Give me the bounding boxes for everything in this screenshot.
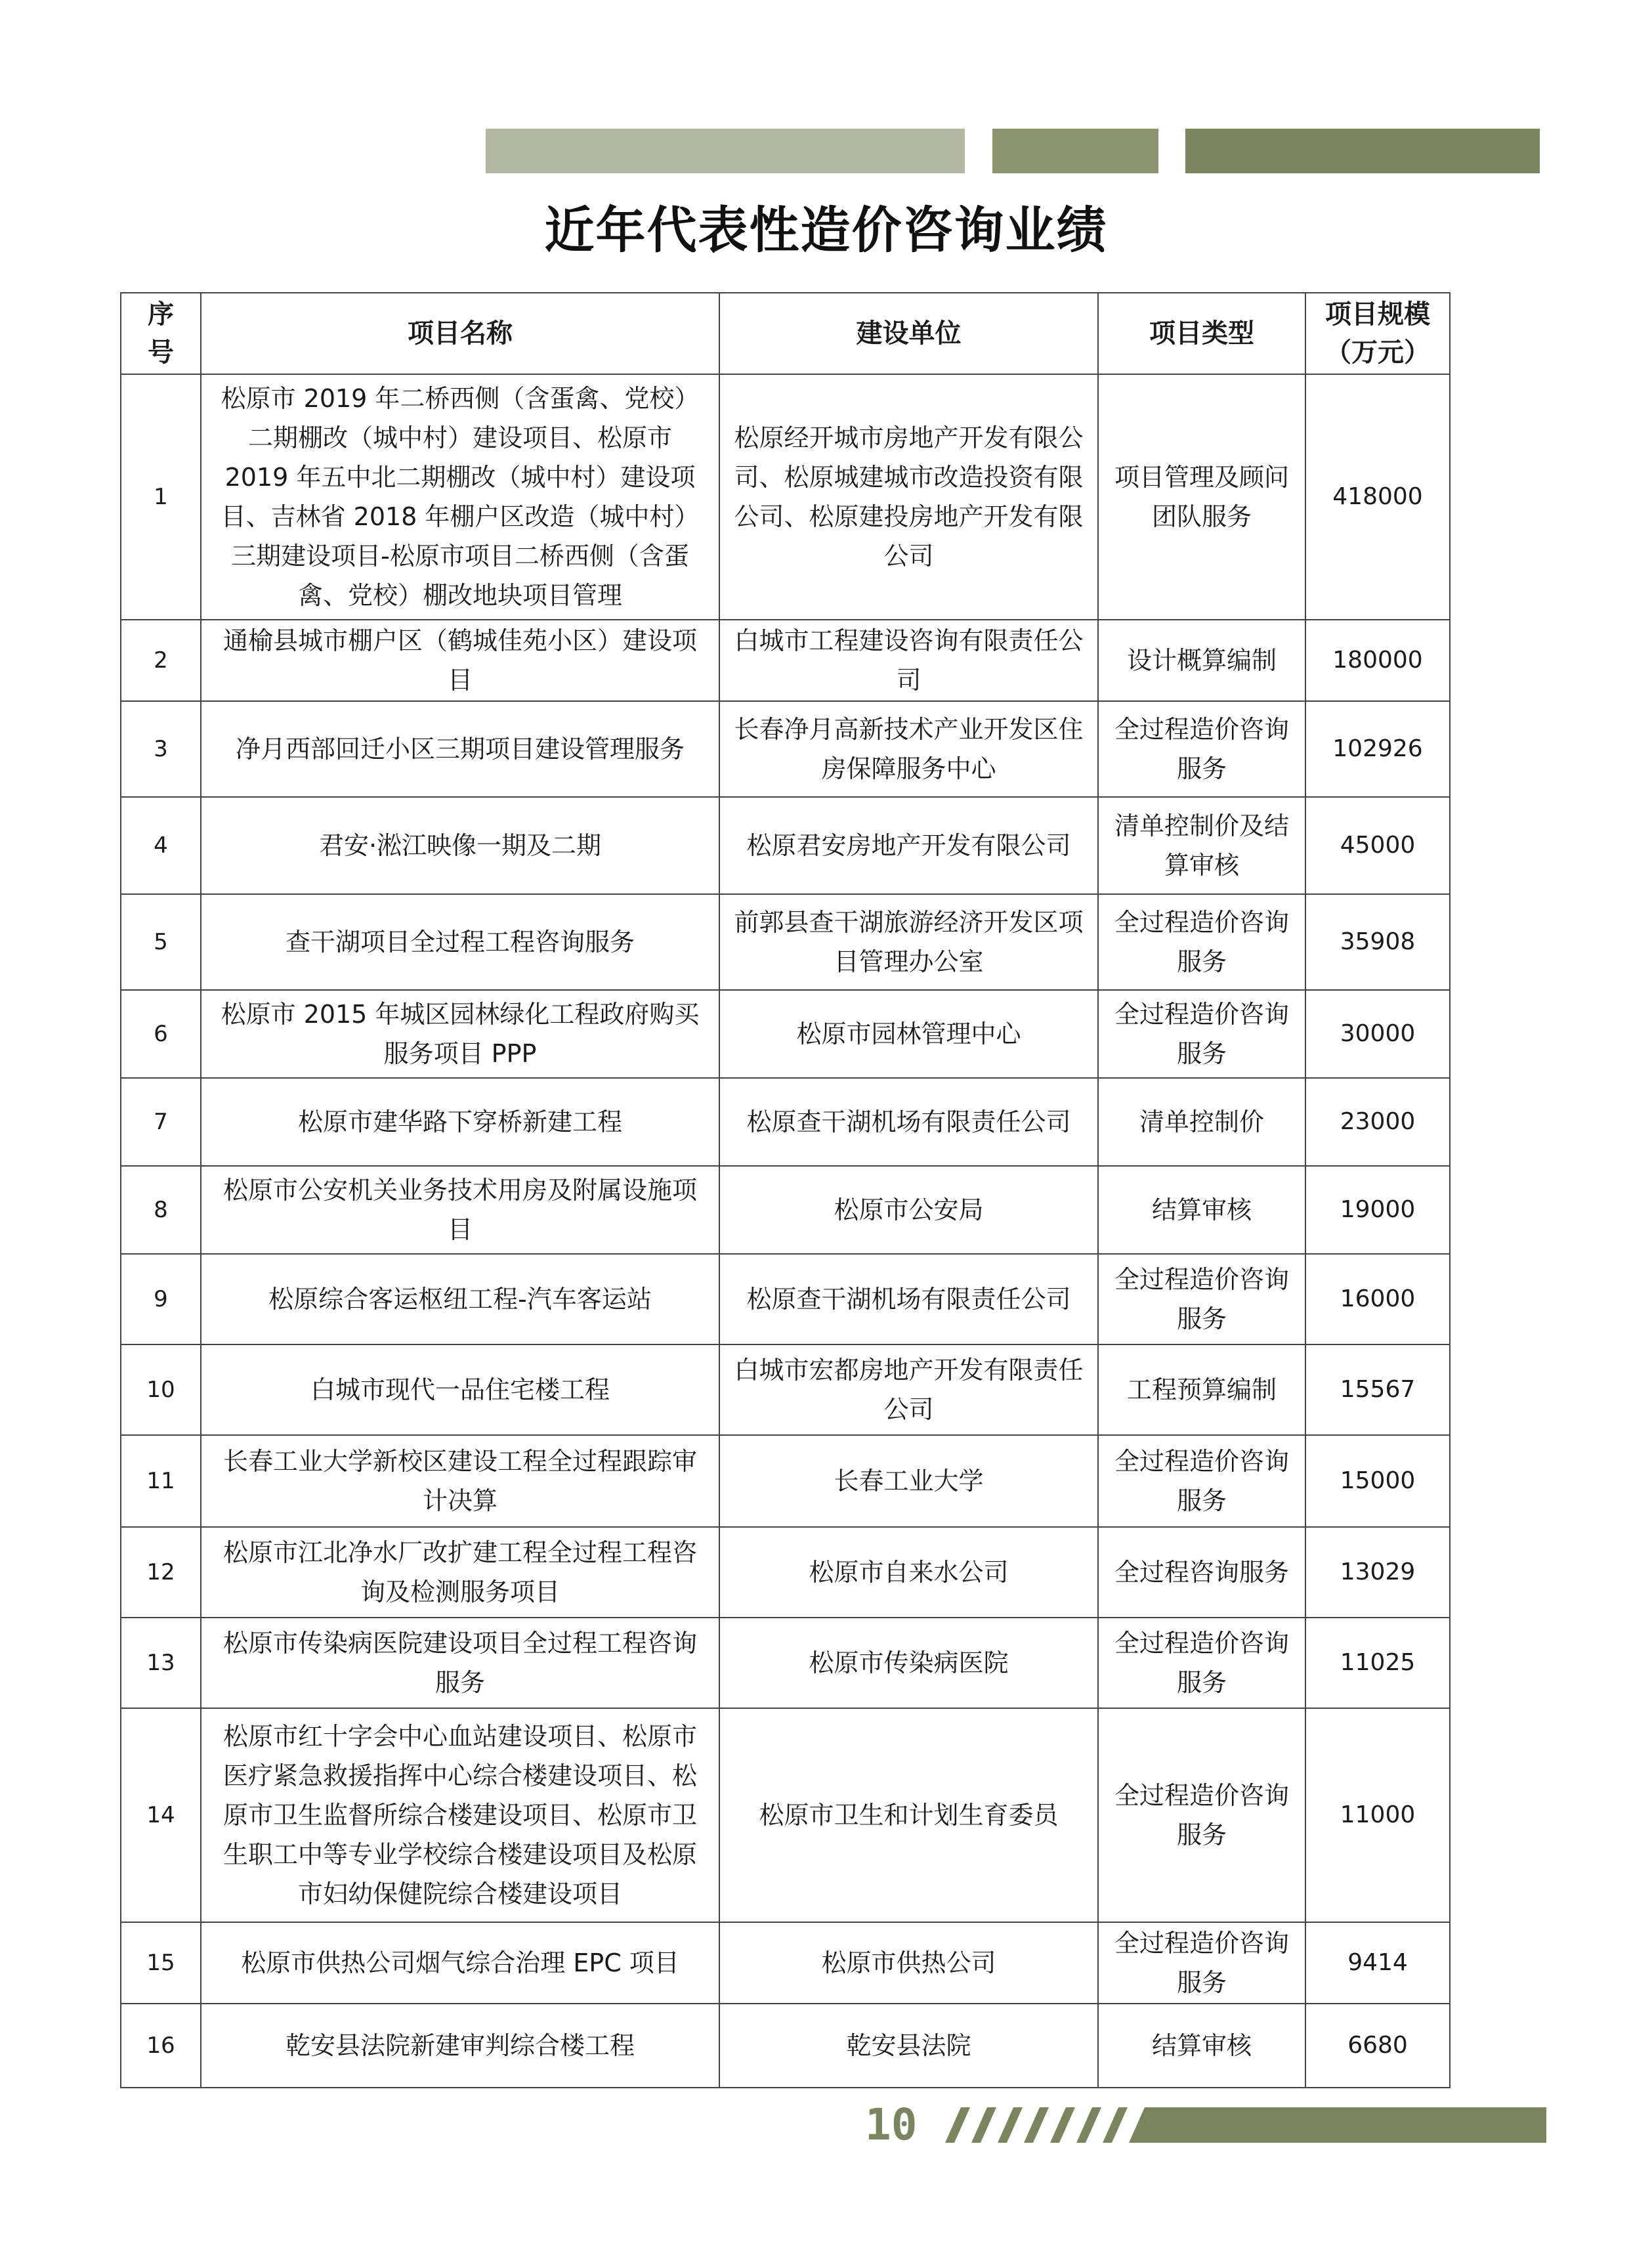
- cell-seq: 15: [121, 1922, 201, 2004]
- table-row: [121, 1254, 1450, 1344]
- cell-project-scale: 9414: [1305, 1922, 1450, 2004]
- cell-seq: 14: [121, 1708, 201, 1922]
- cell-seq: 6: [121, 990, 201, 1078]
- table-row: [121, 374, 1450, 620]
- cell-project-scale: 13029: [1305, 1527, 1450, 1618]
- table-row: [121, 990, 1450, 1078]
- cell-seq: 5: [121, 894, 201, 990]
- cell-project-name: 松原市建华路下穿桥新建工程: [201, 1078, 719, 1166]
- cell-project-scale: 180000: [1305, 620, 1450, 701]
- table-row: [121, 1527, 1450, 1618]
- footer-stripes-decoration: [932, 2107, 1546, 2143]
- cell-construction-unit: 长春净月高新技术产业开发区住房保障服务中心: [719, 701, 1098, 797]
- projects-table: [120, 292, 1451, 2088]
- table-row: [121, 1708, 1450, 1922]
- cell-construction-unit: 松原查干湖机场有限责任公司: [719, 1078, 1098, 1166]
- header-seq: 序号: [121, 293, 201, 374]
- header-unit: 建设单位: [719, 293, 1098, 374]
- table-row: [121, 701, 1450, 797]
- cell-seq: 9: [121, 1254, 201, 1344]
- cell-project-name: 君安·淞江映像一期及二期: [201, 797, 719, 894]
- projects-table-wrapper: [120, 292, 1449, 2088]
- cell-seq: 4: [121, 797, 201, 894]
- cell-construction-unit: 松原市园林管理中心: [719, 990, 1098, 1078]
- cell-project-type: 全过程造价咨询服务: [1098, 1708, 1305, 1922]
- cell-seq: 1: [121, 374, 201, 620]
- cell-seq: 13: [121, 1618, 201, 1708]
- cell-project-scale: 15567: [1305, 1344, 1450, 1435]
- table-header-row: [121, 293, 1450, 374]
- cell-project-scale: 418000: [1305, 374, 1450, 620]
- cell-project-name: 长春工业大学新校区建设工程全过程跟踪审计决算: [201, 1435, 719, 1527]
- table-row: [121, 620, 1450, 701]
- cell-project-scale: 102926: [1305, 701, 1450, 797]
- cell-project-scale: 23000: [1305, 1078, 1450, 1166]
- cell-project-scale: 11000: [1305, 1708, 1450, 1922]
- cell-project-name: 松原市传染病医院建设项目全过程工程咨询服务: [201, 1618, 719, 1708]
- cell-project-type: 全过程造价咨询服务: [1098, 1435, 1305, 1527]
- cell-construction-unit: 松原市公安局: [719, 1166, 1098, 1254]
- cell-construction-unit: 乾安县法院: [719, 2004, 1098, 2088]
- table-row: [121, 894, 1450, 990]
- cell-project-name: 松原市公安机关业务技术用房及附属设施项目: [201, 1166, 719, 1254]
- cell-project-name: 松原市供热公司烟气综合治理 EPC 项目: [201, 1922, 719, 2004]
- cell-seq: 8: [121, 1166, 201, 1254]
- cell-project-name: 松原市 2015 年城区园林绿化工程政府购买服务项目 PPP: [201, 990, 719, 1078]
- header-bar-medium: [992, 129, 1158, 173]
- table-row: [121, 1922, 1450, 2004]
- header-bar-dark: [1185, 129, 1540, 173]
- cell-project-name: 松原市红十字会中心血站建设项目、松原市医疗紧急救援指挥中心综合楼建设项目、松原市卫生监督所综合楼建设项目、松原市卫生职工中等专业学校综合楼建设项目及松原市妇幼保健院综合楼建设项目: [201, 1708, 719, 1922]
- table-row: [121, 1435, 1450, 1527]
- cell-project-scale: 45000: [1305, 797, 1450, 894]
- cell-project-scale: 19000: [1305, 1166, 1450, 1254]
- cell-seq: 16: [121, 2004, 201, 2088]
- cell-construction-unit: 松原市供热公司: [719, 1922, 1098, 2004]
- cell-seq: 10: [121, 1344, 201, 1435]
- cell-project-scale: 35908: [1305, 894, 1450, 990]
- cell-project-name: 松原综合客运枢纽工程-汽车客运站: [201, 1254, 719, 1344]
- cell-project-type: 全过程咨询服务: [1098, 1527, 1305, 1618]
- cell-project-type: 清单控制价及结算审核: [1098, 797, 1305, 894]
- cell-construction-unit: 松原查干湖机场有限责任公司: [719, 1254, 1098, 1344]
- cell-seq: 7: [121, 1078, 201, 1166]
- header-name: 项目名称: [201, 293, 719, 374]
- cell-project-scale: 6680: [1305, 2004, 1450, 2088]
- cell-project-scale: 11025: [1305, 1618, 1450, 1708]
- table-row: [121, 2004, 1450, 2088]
- page-number: 10: [865, 2099, 918, 2150]
- cell-project-name: 松原市江北净水厂改扩建工程全过程工程咨询及检测服务项目: [201, 1527, 719, 1618]
- cell-project-type: 全过程造价咨询服务: [1098, 701, 1305, 797]
- header-scale: 项目规模（万元）: [1305, 293, 1450, 374]
- cell-seq: 3: [121, 701, 201, 797]
- cell-project-name: 查干湖项目全过程工程咨询服务: [201, 894, 719, 990]
- cell-construction-unit: 松原经开城市房地产开发有限公司、松原城建城市改造投资有限公司、松原建投房地产开发有限公司: [719, 374, 1098, 620]
- table-row: [121, 797, 1450, 894]
- cell-seq: 11: [121, 1435, 201, 1527]
- cell-project-type: 结算审核: [1098, 2004, 1305, 2088]
- cell-project-scale: 30000: [1305, 990, 1450, 1078]
- cell-construction-unit: 白城市宏都房地产开发有限责任公司: [719, 1344, 1098, 1435]
- cell-construction-unit: 白城市工程建设咨询有限责任公司: [719, 620, 1098, 701]
- table-row: [121, 1166, 1450, 1254]
- cell-seq: 2: [121, 620, 201, 701]
- cell-project-type: 设计概算编制: [1098, 620, 1305, 701]
- cell-construction-unit: 松原市传染病医院: [719, 1618, 1098, 1708]
- cell-project-name: 松原市 2019 年二桥西侧（含蛋禽、党校）二期棚改（城中村）建设项目、松原市 2019 年五中北二期棚改（城中村）建设项目、吉林省 2018 年棚户区改造（城中村）三期建设项目-松原市项目二桥西侧（含蛋禽、党校）棚改地块项目管理: [201, 374, 719, 620]
- cell-project-name: 净月西部回迁小区三期项目建设管理服务: [201, 701, 719, 797]
- table-row: [121, 1078, 1450, 1166]
- header-type: 项目类型: [1098, 293, 1305, 374]
- cell-project-scale: 15000: [1305, 1435, 1450, 1527]
- cell-project-name: 白城市现代一品住宅楼工程: [201, 1344, 719, 1435]
- cell-project-type: 项目管理及顾问团队服务: [1098, 374, 1305, 620]
- cell-construction-unit: 松原君安房地产开发有限公司: [719, 797, 1098, 894]
- table-row: [121, 1618, 1450, 1708]
- cell-project-name: 通榆县城市棚户区（鹤城佳苑小区）建设项目: [201, 620, 719, 701]
- cell-seq: 12: [121, 1527, 201, 1618]
- cell-project-type: 全过程造价咨询服务: [1098, 1922, 1305, 2004]
- cell-construction-unit: 松原市卫生和计划生育委员: [719, 1708, 1098, 1922]
- cell-project-type: 结算审核: [1098, 1166, 1305, 1254]
- cell-construction-unit: 松原市自来水公司: [719, 1527, 1098, 1618]
- cell-project-scale: 16000: [1305, 1254, 1450, 1344]
- table-row: [121, 1344, 1450, 1435]
- cell-construction-unit: 长春工业大学: [719, 1435, 1098, 1527]
- cell-project-type: 全过程造价咨询服务: [1098, 894, 1305, 990]
- cell-project-type: 工程预算编制: [1098, 1344, 1305, 1435]
- page-title: 近年代表性造价咨询业绩: [544, 201, 1108, 259]
- cell-construction-unit: 前郭县查干湖旅游经济开发区项目管理办公室: [719, 894, 1098, 990]
- cell-project-type: 全过程造价咨询服务: [1098, 1618, 1305, 1708]
- cell-project-type: 全过程造价咨询服务: [1098, 990, 1305, 1078]
- cell-project-type: 清单控制价: [1098, 1078, 1305, 1166]
- header-bar-light: [486, 129, 965, 173]
- cell-project-type: 全过程造价咨询服务: [1098, 1254, 1305, 1344]
- cell-project-name: 乾安县法院新建审判综合楼工程: [201, 2004, 719, 2088]
